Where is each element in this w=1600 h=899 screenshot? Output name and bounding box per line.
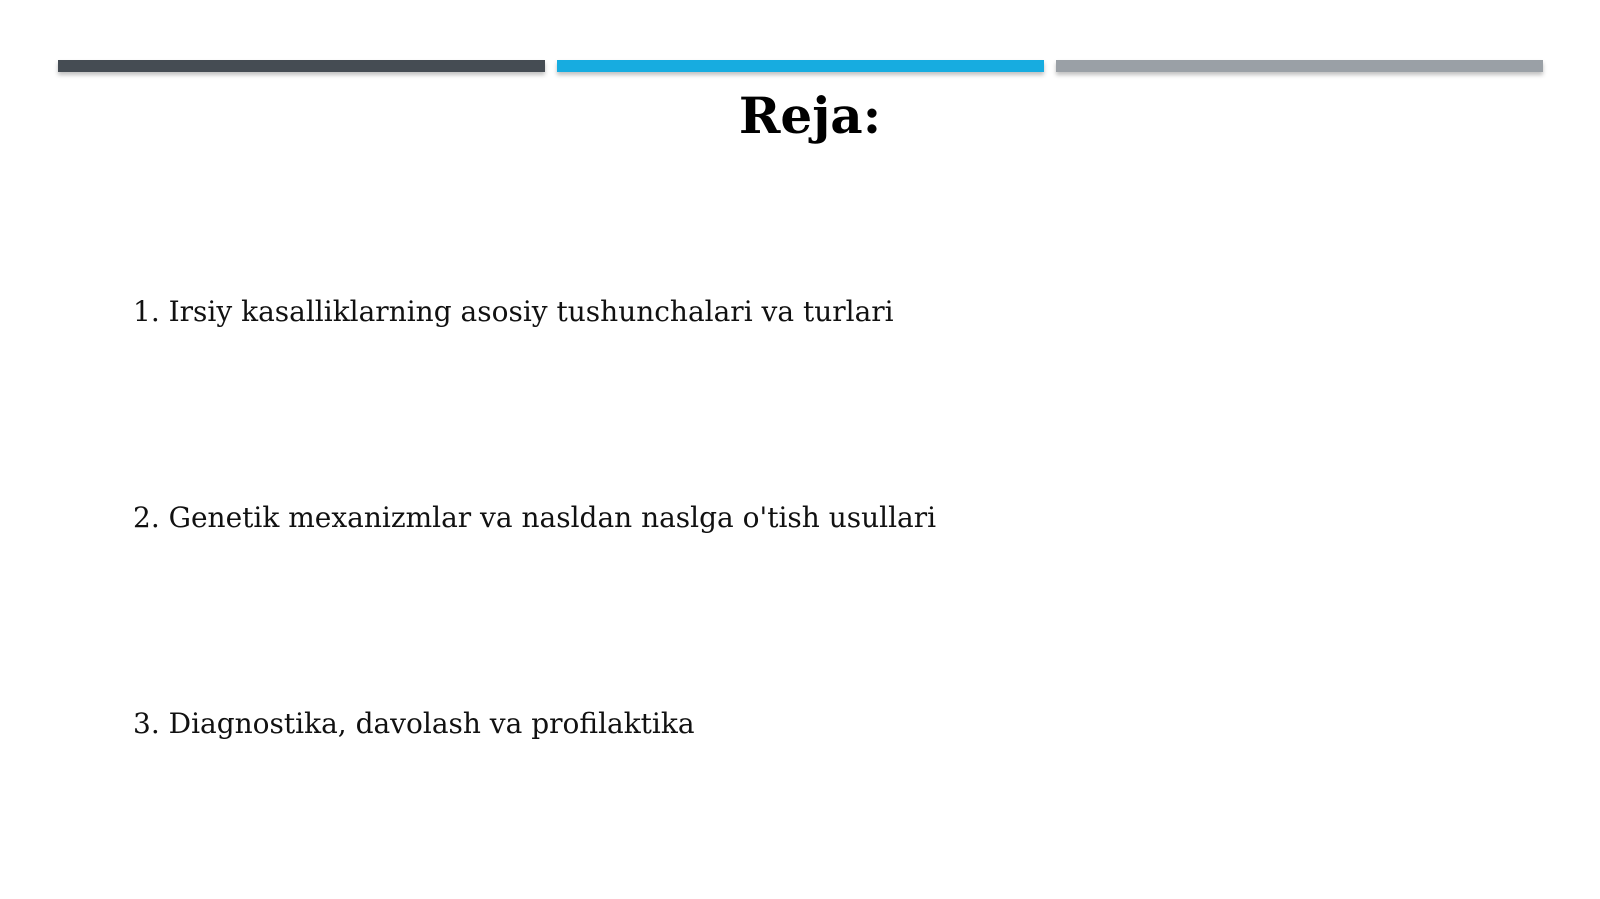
header-bar-gray xyxy=(1056,60,1543,72)
header-bar-dark xyxy=(58,60,545,72)
header-bar-blue xyxy=(557,60,1044,72)
slide-title: Reja: xyxy=(738,86,882,145)
plan-item-2: 2. Genetik mexanizmlar va nasldan naslga o'tish usullari xyxy=(133,501,937,534)
plan-item-1: 1. Irsiy kasalliklarning asosiy tushunchalari va turlari xyxy=(133,295,894,328)
plan-item-3: 3. Diagnostika, davolash va profilaktika xyxy=(133,707,695,740)
